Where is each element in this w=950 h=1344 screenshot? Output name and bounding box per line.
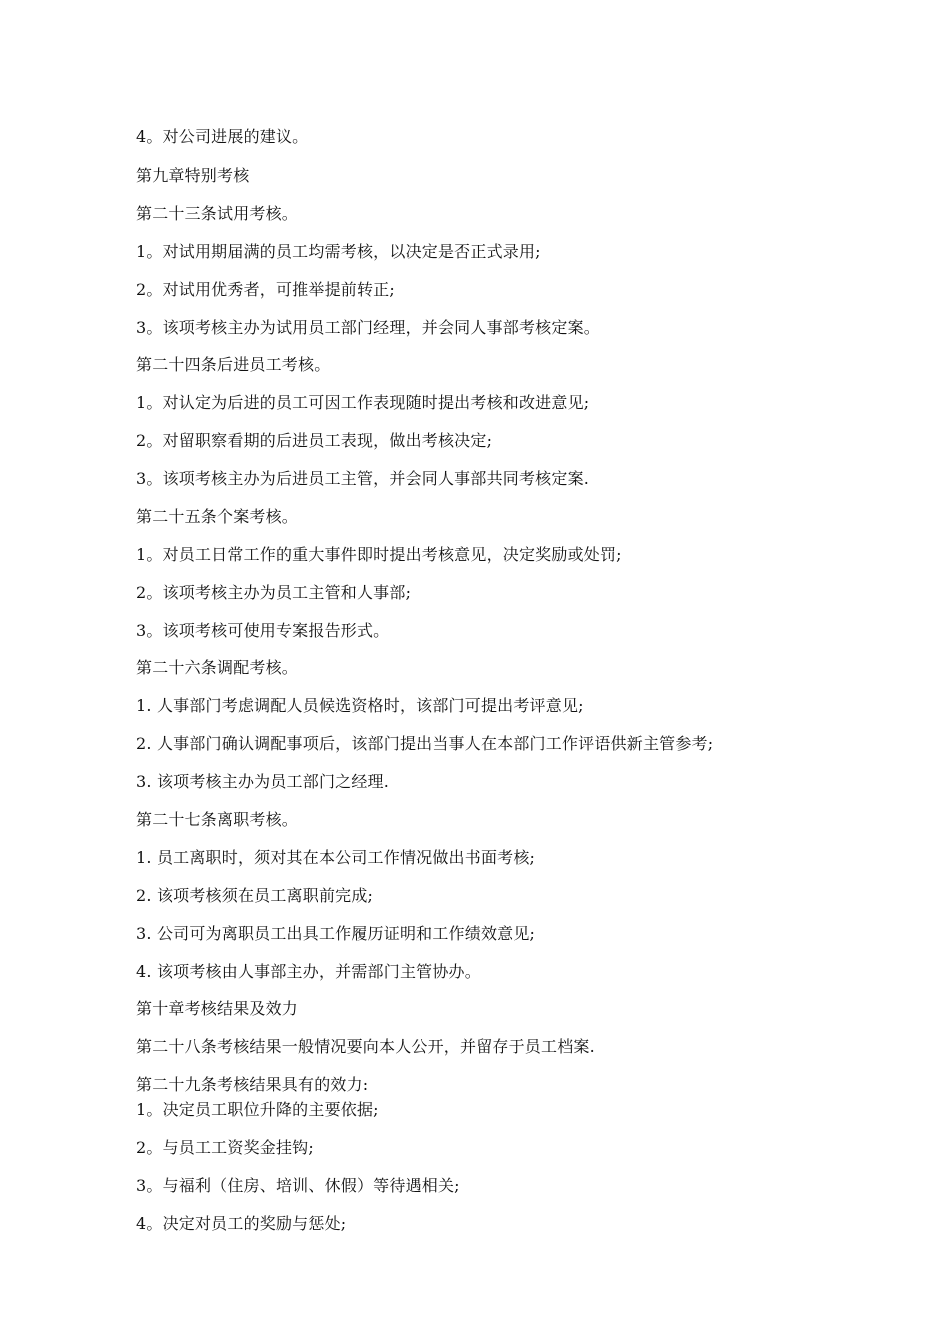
article-29-item-4: 4。决定对员工的奖励与惩处; (136, 1214, 347, 1233)
chapter-9-heading: 第九章特别考核 (136, 166, 250, 185)
article-24-item-1: 1。对认定为后进的员工可因工作表现随时提出考核和改进意见; (136, 393, 590, 412)
article-27-heading: 第二十七条离职考核。 (136, 810, 299, 829)
article-26-item-2: 2. 人事部门确认调配事项后，该部门提出当事人在本部门工作评语供新主管参考; (136, 734, 714, 753)
article-29-heading: 第二十九条考核结果具有的效力: (136, 1075, 369, 1094)
article-26-heading: 第二十六条调配考核。 (136, 658, 299, 677)
article-29-item-1: 1。决定员工职位升降的主要依据; (136, 1100, 379, 1119)
item-4-suggestion: 4。对公司进展的建议。 (136, 127, 309, 146)
article-27-item-2: 2. 该项考核须在员工离职前完成; (136, 886, 374, 905)
article-27-item-3: 3. 公司可为离职员工出具工作履历证明和工作绩效意见; (136, 924, 536, 943)
article-29-item-2: 2。与员工工资奖金挂钩; (136, 1138, 314, 1157)
article-26-item-1: 1. 人事部门考虑调配人员候选资格时，该部门可提出考评意见; (136, 696, 584, 715)
article-29-item-3: 3。与福利（住房、培训、休假）等待遇相关; (136, 1176, 460, 1195)
chapter-10-heading: 第十章考核结果及效力 (136, 999, 299, 1018)
article-23-item-3: 3。该项考核主办为试用员工部门经理，并会同人事部考核定案。 (136, 318, 600, 337)
article-25-heading: 第二十五条个案考核。 (136, 507, 299, 526)
article-24-item-3: 3。该项考核主办为后进员工主管，并会同人事部共同考核定案. (136, 469, 590, 488)
article-23-item-2: 2。对试用优秀者，可推举提前转正; (136, 280, 395, 299)
article-24-heading: 第二十四条后进员工考核。 (136, 355, 331, 374)
article-23-item-1: 1。对试用期届满的员工均需考核，以决定是否正式录用; (136, 242, 541, 261)
article-24-item-2: 2。对留职察看期的后进员工表现，做出考核决定; (136, 431, 493, 450)
article-23-heading: 第二十三条试用考核。 (136, 204, 299, 223)
article-25-item-1: 1。对员工日常工作的重大事件即时提出考核意见，决定奖励或处罚; (136, 545, 622, 564)
article-28-text: 第二十八条考核结果一般情况要向本人公开，并留存于员工档案. (136, 1037, 595, 1056)
article-27-item-4: 4. 该项考核由人事部主办，并需部门主管协办。 (136, 962, 481, 981)
article-25-item-2: 2。该项考核主办为员工主管和人事部; (136, 583, 412, 602)
article-26-item-3: 3. 该项考核主办为员工部门之经理. (136, 772, 390, 791)
article-25-item-3: 3。该项考核可使用专案报告形式。 (136, 621, 390, 640)
article-27-item-1: 1. 员工离职时，须对其在本公司工作情况做出书面考核; (136, 848, 536, 867)
